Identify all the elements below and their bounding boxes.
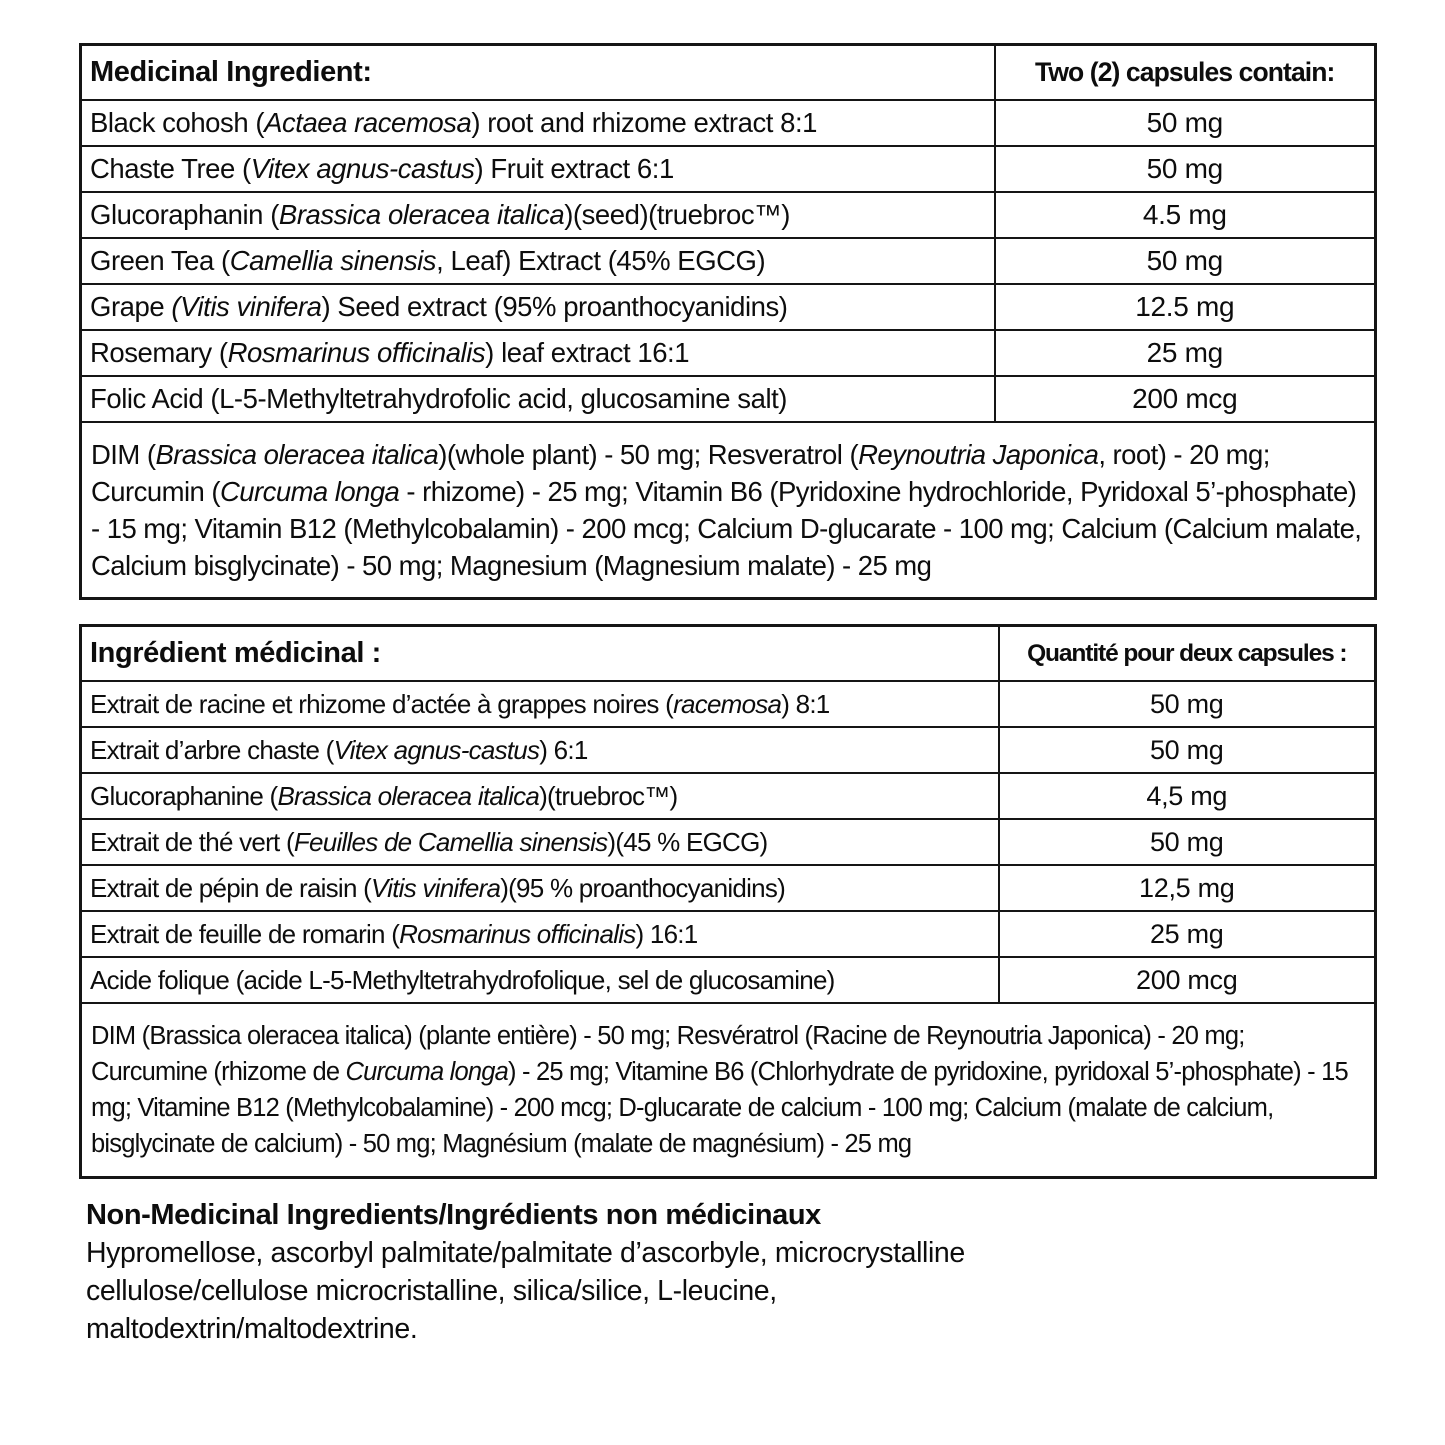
ingredient-name: Extrait d’arbre chaste (Vitex agnus-castus) 6:1	[81, 727, 999, 773]
ingredient-amount: 200 mcg	[999, 957, 1376, 1003]
ingredient-name: Extrait de thé vert (Feuilles de Camellia sinensis)(45 % EGCG)	[81, 819, 999, 865]
table-row	[81, 284, 1376, 330]
ingredient-amount: 4.5 mg	[995, 192, 1376, 238]
non-medicinal-section	[79, 1196, 1374, 1348]
amount-column-header-fr: Quantité pour deux capsules :	[999, 626, 1376, 682]
ingredient-name: Extrait de pépin de raisin (Vitis vinifera)(95 % proanthocyanidins)	[81, 865, 999, 911]
amount-column-header-en: Two (2) capsules contain:	[995, 45, 1376, 101]
ingredient-name: Rosemary (Rosmarinus officinalis) leaf extract 16:1	[81, 330, 995, 376]
ingredient-amount: 50 mg	[995, 238, 1376, 284]
ingredient-name: Extrait de feuille de romarin (Rosmarinus officinalis) 16:1	[81, 911, 999, 957]
non-medicinal-line: Hypromellose, ascorbyl palmitate/palmitate d’ascorbyle, microcrystalline	[86, 1237, 965, 1269]
ingredient-name: Extrait de racine et rhizome d’actée à grappes noires (racemosa) 8:1	[81, 681, 999, 727]
ingredient-name: Glucoraphanine (Brassica oleracea italica)(truebroc™)	[81, 773, 999, 819]
table-header-row-en	[81, 45, 1376, 101]
table-row	[81, 957, 1376, 1003]
table-row-combined	[81, 1003, 1376, 1178]
ingredient-amount: 12.5 mg	[995, 284, 1376, 330]
ingredient-amount: 50 mg	[999, 819, 1376, 865]
table-row	[81, 911, 1376, 957]
medicinal-ingredients-table-en	[79, 43, 1377, 600]
medicinal-ingredients-table-fr	[79, 624, 1377, 1179]
ingredient-name: Glucoraphanin (Brassica oleracea italica)(seed)(truebroc™)	[81, 192, 995, 238]
ingredient-amount: 4,5 mg	[999, 773, 1376, 819]
table-row	[81, 238, 1376, 284]
non-medicinal-heading: Non-Medicinal Ingredients/Ingrédients non médicinaux	[86, 1199, 821, 1231]
table-row	[81, 681, 1376, 727]
non-medicinal-line: maltodextrin/maltodextrine.	[86, 1313, 418, 1345]
ingredient-amount: 50 mg	[995, 100, 1376, 146]
ingredient-amount: 50 mg	[995, 146, 1376, 192]
ingredient-amount: 50 mg	[999, 727, 1376, 773]
ingredient-amount: 25 mg	[995, 330, 1376, 376]
ingredient-name: Folic Acid (L-5-Methyltetrahydrofolic acid, glucosamine salt)	[81, 376, 995, 422]
table-header-row-fr	[81, 626, 1376, 682]
additional-medicinal-ingredients-text-fr: DIM (Brassica oleracea italica) (plante entière) - 50 mg; Resvératrol (Racine de Reynoutria Japonica) - 20 mg; Curcumine (rhizome de Curcuma longa) - 25 mg; Vitamine B6 (Chlorhydrate de pyridoxine, pyridoxal 5’-phosphate) - 15 mg; Vitamine B12 (Methylcobalamine) - 200 mcg; D-glucarate de calcium - 100 mg; Calcium (malate de calcium, bisglycinate de calcium) - 50 mg; Magnésium (malate de magnésium) - 25 mg	[81, 1003, 1376, 1178]
table-row	[81, 146, 1376, 192]
ingredient-name: Black cohosh (Actaea racemosa) root and rhizome extract 8:1	[81, 100, 995, 146]
table-row	[81, 376, 1376, 422]
table-row	[81, 819, 1376, 865]
table-row	[81, 727, 1376, 773]
table-row	[81, 865, 1376, 911]
ingredient-amount: 25 mg	[999, 911, 1376, 957]
table-row	[81, 100, 1376, 146]
table-row	[81, 773, 1376, 819]
ingredient-amount: 12,5 mg	[999, 865, 1376, 911]
ingredient-name: Acide folique (acide L-5-Methyltetrahydrofolique, sel de glucosamine)	[81, 957, 999, 1003]
ingredient-amount: 50 mg	[999, 681, 1376, 727]
ingredient-column-header-fr: Ingrédient médicinal :	[81, 626, 999, 682]
table-row	[81, 192, 1376, 238]
additional-medicinal-ingredients-text-en: DIM (Brassica oleracea italica)(whole plant) - 50 mg; Resveratrol (Reynoutria Japonica, root) - 20 mg; Curcumin (Curcuma longa - rhizome) - 25 mg; Vitamin B6 (Pyridoxine hydrochloride, Pyridoxal 5’-phosphate) - 15 mg; Vitamin B12 (Methylcobalamin) - 200 mcg; Calcium D-glucarate - 100 mg; Calcium (Calcium malate, Calcium bisglycinate) - 50 mg; Magnesium (Magnesium malate) - 25 mg	[81, 422, 1376, 599]
ingredient-column-header-en: Medicinal Ingredient:	[81, 45, 995, 101]
ingredient-name: Chaste Tree (Vitex agnus-castus) Fruit extract 6:1	[81, 146, 995, 192]
ingredient-name: Grape (Vitis vinifera) Seed extract (95% proanthocyanidins)	[81, 284, 995, 330]
ingredient-amount: 200 mcg	[995, 376, 1376, 422]
non-medicinal-line: cellulose/cellulose microcristalline, silica/silice, L-leucine,	[86, 1275, 777, 1307]
table-row-combined	[81, 422, 1376, 599]
ingredient-name: Green Tea (Camellia sinensis, Leaf) Extract (45% EGCG)	[81, 238, 995, 284]
table-row	[81, 330, 1376, 376]
